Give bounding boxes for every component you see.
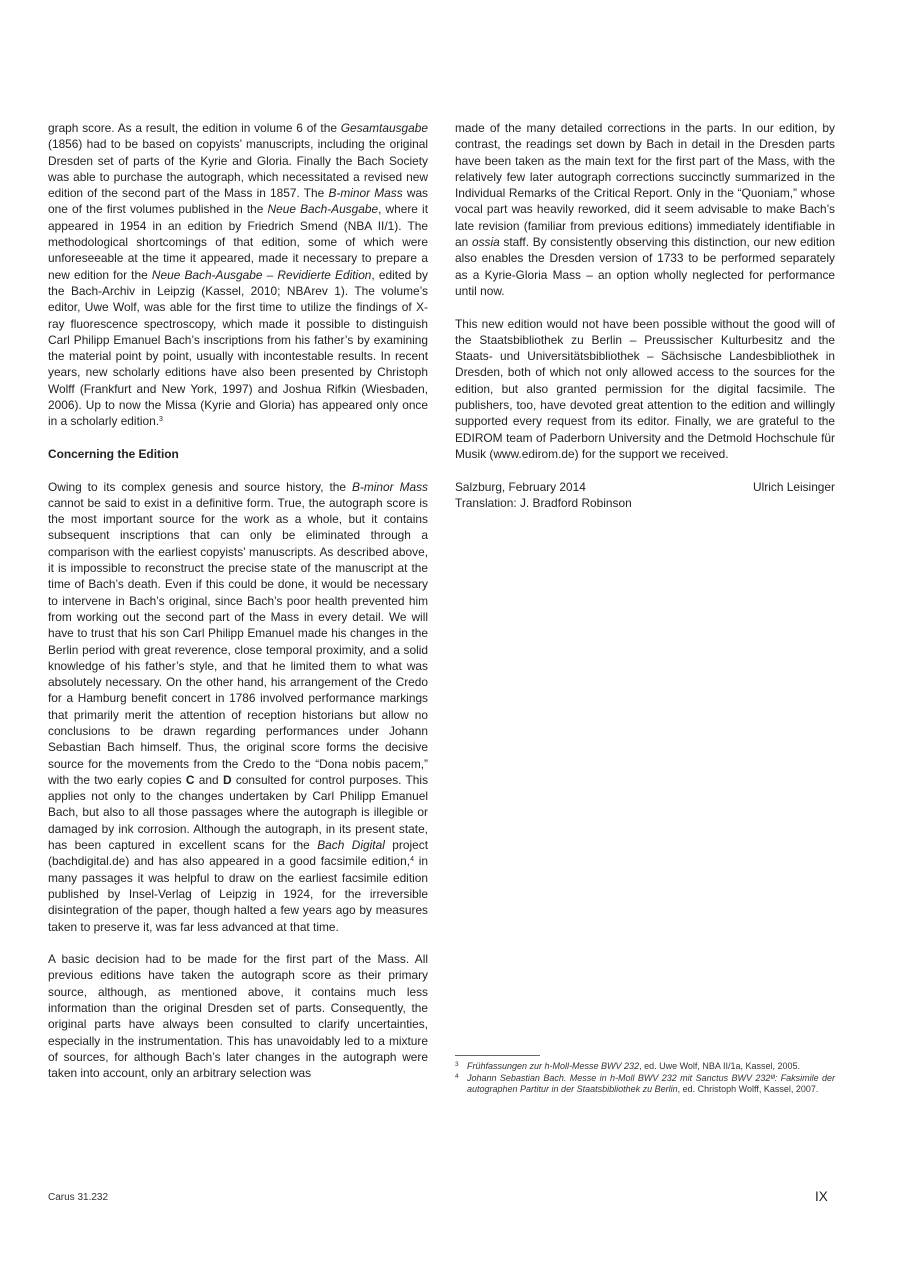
edition-paragraph: Owing to its complex genesis and source history, the B-minor Mass cannot be said to exist in a definitive form. True, the autograph score is the most important source for the work as a whole, but it contains subsequent inscriptions that can only be eliminated through a comparison with the earliest copyists’ manuscripts. As described above, it is impossible to reconstruct the precise state of the manuscript at the time of Bach’s death. Even if this could be done, it would be necessary to intervene in Bach’s original, since Bach’s poor health prevented him from working out the second part of the Mass in every detail. We will have to trust that his son Carl Philipp Emanuel made his changes in the Berlin period with great reverence, close temporal proximity, and a solid knowledge of his father’s style, and that he limited them to what was absolutely necessary. On the other hand, his arrangement of the Credo for a Hamburg benefit concert in 1786 involved performance markings that primarily merit the attention of reception historians but allow no conclusions to be drawn regarding performances under Johann Sebastian Bach himself. Thus, the original score forms the decisive source for the movements from the Credo to the “Dona nobis pacem,” with the two early copies C and D consulted for control purposes. This applies not only to the changes undertaken by Carl Philipp Emanuel Bach, but also to all those passages where the autograph is illegible or damaged by ink corrosion. Although the autograph, in its present state, has been captured in excellent scans for the Bach Digital project (bachdigital.de) and has also appeared in a good facsimile edition,$^4$ in many passages it was helpful to draw on the earliest facsimile edition published by Insel-Verlag of Leipzig in 1924, for the irreversible disintegration of the paper, though halted a few years ago by measures taken to preserve it, was far less advanced at that time. <box>48 479 429 934</box>
footnote-rule <box>455 1055 540 1056</box>
footnote-ref-4: 4 <box>410 856 414 864</box>
decision-paragraph: A basic decision had to be made for the first part of the Mass. All previous editions have taken the autograph score as their primary source, although, as mentioned above, it contains much less information than the original Dresden set of parts. Consequently, the original parts have always been consulted to clarify uncertainties, especially in the instrumentation. This has unavoidably led to a mixture of sources, for although Bach’s later changes in the autograph were taken into account, only an arbitrary selection was <box>48 952 428 1081</box>
catalog-number: Carus 31.232 <box>48 1192 109 1203</box>
footnotes <box>455 1055 835 1096</box>
right-column <box>455 120 835 511</box>
readings-paragraph: made of the many detailed corrections in the parts. In our edition, by contrast, the readings set down by Bach in detail in the Dresden parts have been taken as the main text for the first part of the Mass, with the relatively few later autograph corrections succinctly summarized in the Individual Remarks of the Critical Report. Only in the “Quoniam,” whose vocal part was heavily reworked, did it seem advisable to make Bach’s late revision (familiar from previous editions) immediately identifiable in an ossia staff. By consistently observing this distinction, our new edition also enables the Dresden version of 1733 to be performed separately as a Kyrie-Gloria Mass – an option wholly neglected for performance until now. <box>455 121 835 298</box>
page-number: IX <box>815 1189 828 1204</box>
footnote-4: 4 Johann Sebastian Bach. Messe in h-Moll BWV 232 mit Sanctus BWV 232ᴵᴵᴵ: Faksimile der autographen Partitur in der Staatsbibliothek zu Berlin, ed. Christoph Wolff, Kassel, 2007. <box>455 1072 835 1094</box>
signature-row <box>455 479 835 495</box>
intro-paragraph: graph score. As a result, the edition in volume 6 of the Gesamtausgabe (1856) had to be based on copyists’ manuscripts, including the original Dresden set of parts of the Kyrie and Gloria. Finally the Bach Society was able to purchase the autograph, which necessitated a revised new edition of the second part of the Mass in 1857. The B-minor Mass was one of the first volumes published in the Neue Bach-Ausgabe, where it appeared in 1954 in an edition by Friedrich Smend (NBA II/1). The methodological shortcomings of that edition, some of which were unforeseeable at the time it appeared, made it necessary to prepare a new edition for the Neue Bach-Ausgabe – Revidierte Edition, edited by the Bach-Archiv in Leipzig (Kassel, 2010; NBArev 1). The volume’s editor, Uwe Wolf, was able for the first time to utilize the findings of X-ray fluorescence spectroscopy, which made it possible to distinguish Carl Philipp Emanuel Bach’s inscriptions from his father’s by examining the material point by point, usually with incontestable results. In recent years, new scholarly editions have also been presented by Christoph Wolff (Frankfurt and New York, 1997) and Joshua Rifkin (Wiesbaden, 2006). Up to now the Missa (Kyrie and Gloria) has appeared only once in a scholarly edition.$^3$ <box>48 121 429 429</box>
footnote-3: 3 Frühfassungen zur h-Moll-Messe BWV 232, ed. Uwe Wolf, NBA II/1a, Kassel, 2005. <box>455 1061 800 1071</box>
footnote-ref-3: 3 <box>159 416 163 424</box>
acknowledgements-paragraph: This new edition would not have been possible without the good will of the Staatsbibliothek zu Berlin – Preussischer Kulturbesitz and the Staats- und Universitätsbibliothek – Sächsische Landesbibliothek in Dresden, both of which not only allowed access to the sources for the edition, but also granted permission for the digital facsimile. The publishers, too, have devoted great attention to the edition and willingly supported every request from its editor. Finally, we are grateful to the EDIROM team of Paderborn University and the Detmold Hochschule für Musik (www.edirom.de) for the support we received. <box>455 316 835 461</box>
author-name: Ulrich Leisinger <box>753 479 835 494</box>
section-heading: Concerning the Edition <box>48 446 179 461</box>
place-date: Salzburg, February 2014 <box>455 479 586 494</box>
translation-credit: Translation: J. Bradford Robinson <box>455 495 632 510</box>
left-column <box>48 120 428 1098</box>
